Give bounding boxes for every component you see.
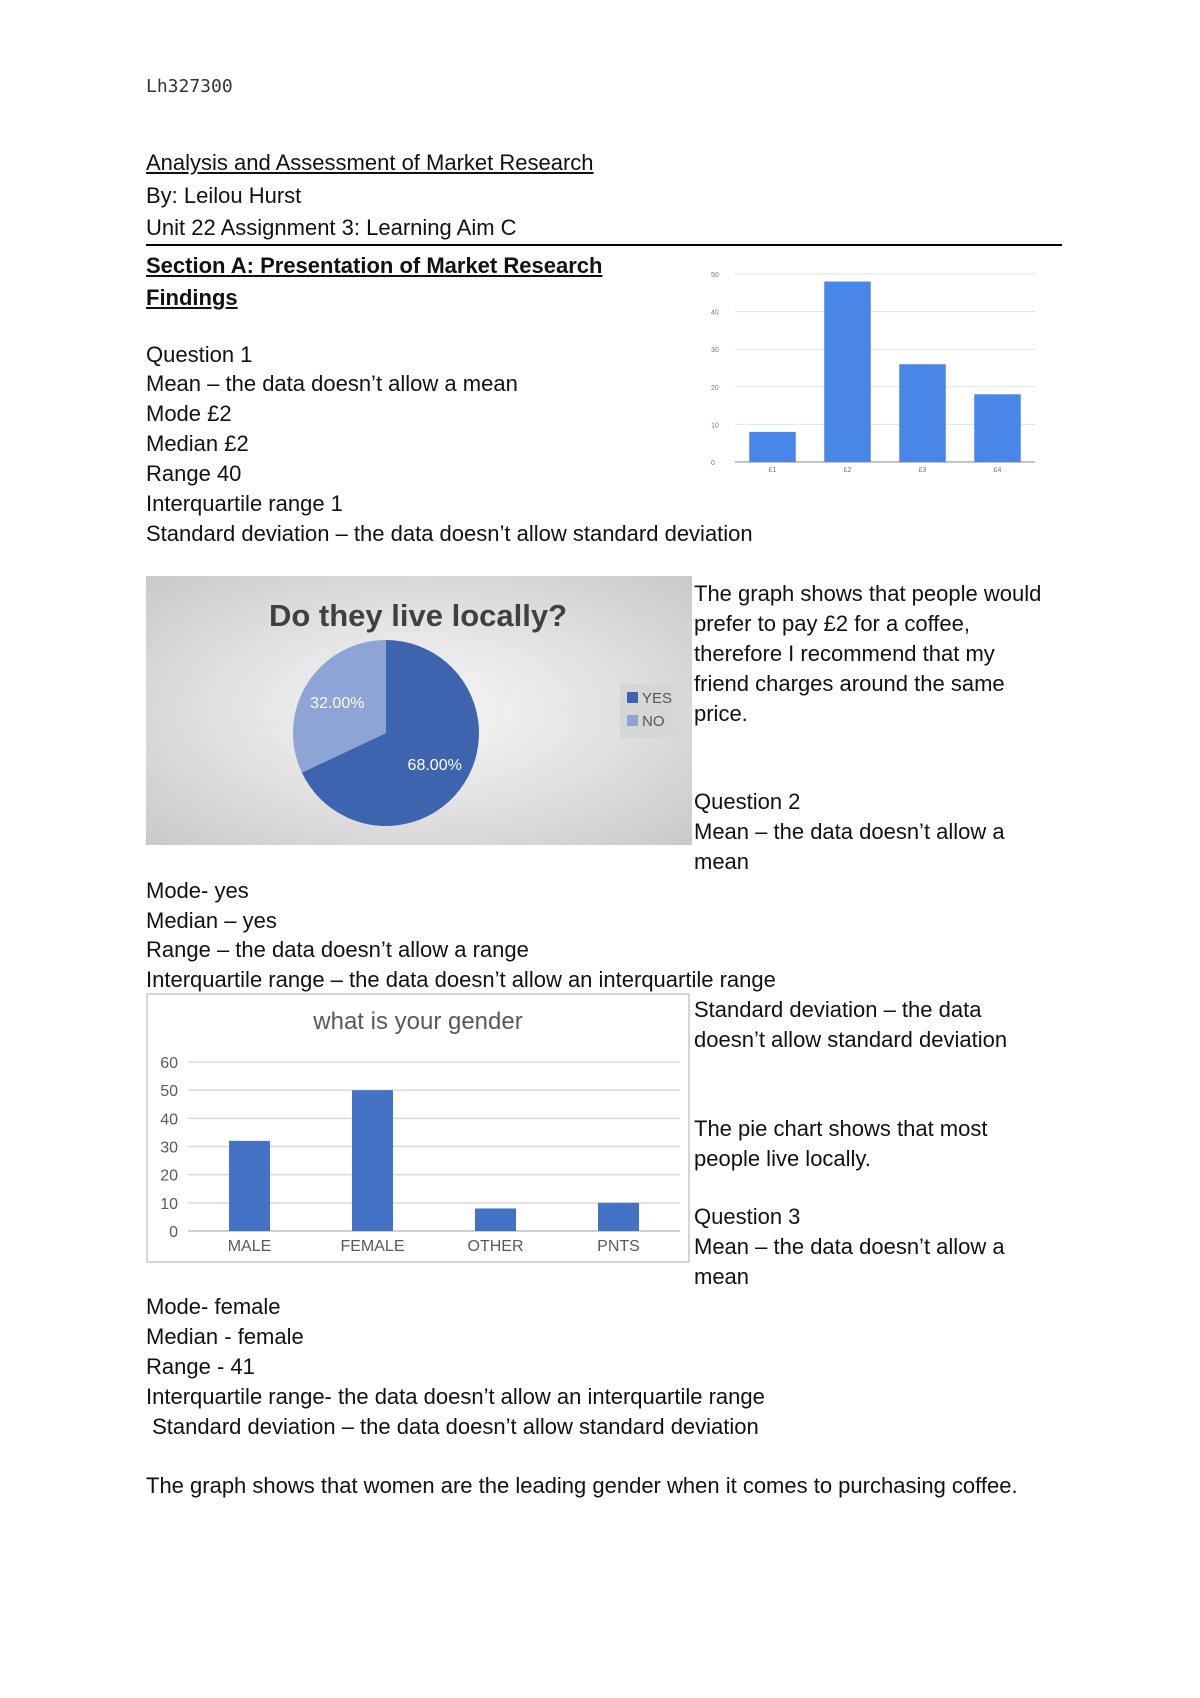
x-tick-label: £1 [768, 467, 777, 474]
q1-conclusion [694, 579, 1041, 729]
x-tick-label: PNTS [597, 1238, 640, 1255]
gender-svg [148, 995, 688, 1261]
q3-title: Question 3 [694, 1204, 801, 1229]
q1-mode: Mode £2 [146, 401, 232, 426]
q3-block [694, 1202, 1005, 1292]
x-tick-label: FEMALE [340, 1238, 405, 1255]
q2-median: Median – yes [146, 908, 277, 933]
q1-conclusion-line: The graph shows that people would [694, 581, 1042, 606]
q3-iqr: Interquartile range- the data doesn’t allow an interquartile range [146, 1384, 765, 1409]
pie-data-label: 32.00% [310, 695, 365, 713]
gender-bar-chart [146, 993, 690, 1263]
live-locally-pie-chart [146, 576, 692, 845]
q2-sd-cont: doesn’t allow standard deviation [694, 1027, 1008, 1052]
y-tick-label: 20 [160, 1167, 178, 1185]
y-tick-label: 40 [711, 309, 719, 317]
q3-mean: Mean – the data doesn’t allow a [694, 1234, 1005, 1259]
y-tick-label: 30 [711, 347, 719, 355]
bar [352, 1090, 393, 1231]
pie-legend-label: NO [642, 713, 665, 730]
q1-iqr: Interquartile range 1 [146, 491, 343, 516]
gender-chart-title: what is your gender [313, 1008, 523, 1035]
q2-conclusion [694, 1114, 987, 1174]
q1-median: Median £2 [146, 431, 249, 456]
q2-title: Question 2 [694, 789, 801, 814]
x-tick-label: £3 [918, 467, 927, 474]
q2-sd: Standard deviation – the data [694, 997, 982, 1022]
q3-mean-cont: mean [694, 1264, 750, 1289]
x-tick-label: £4 [993, 467, 1002, 474]
q1-sd: Standard deviation – the data doesn’t allow standard deviation [146, 521, 753, 546]
y-tick-label: 20 [711, 384, 719, 392]
y-tick-label: 50 [711, 272, 719, 279]
y-tick-label: 50 [160, 1083, 178, 1101]
section-heading: Section A: Presentation of Market Research [146, 253, 603, 278]
author-line: By: Leilou Hurst [146, 183, 302, 208]
bar [229, 1141, 270, 1231]
y-tick-label: 60 [160, 1055, 178, 1072]
q1-conclusion-line: therefore I recommend that my [694, 641, 995, 666]
price-bar-chart [690, 262, 1090, 487]
y-tick-label: 10 [160, 1195, 178, 1213]
q1-range: Range 40 [146, 461, 242, 486]
q3-range: Range - 41 [146, 1354, 255, 1379]
q1-conclusion-line: prefer to pay £2 for a coffee, [694, 611, 970, 636]
y-tick-label: 0 [169, 1224, 178, 1241]
q1-conclusion-line: friend charges around the same [694, 671, 1005, 696]
q3-median: Median - female [146, 1324, 304, 1349]
q2-sd-block [694, 995, 1007, 1055]
y-tick-label: 0 [711, 460, 715, 467]
pie-legend-label: YES [642, 690, 673, 707]
q2-conclusion-line: people live locally. [694, 1146, 871, 1171]
pie-legend-swatch [627, 715, 638, 726]
unit-line: Unit 22 Assignment 3: Learning Aim C [146, 215, 517, 240]
q3-mode: Mode- female [146, 1294, 281, 1319]
document-title: Analysis and Assessment of Market Research [146, 150, 594, 175]
q2-mean-cont: mean [694, 849, 750, 874]
q1-mean: Mean – the data doesn’t allow a mean [146, 371, 518, 396]
pie-title: Do they live locally? [268, 598, 568, 633]
section-heading-cont: Findings [146, 285, 238, 310]
q3-sd: Standard deviation – the data doesn’t allow standard deviation [146, 1414, 759, 1439]
q1-title: Question 1 [146, 342, 253, 367]
document-id: Lh327300 [146, 76, 233, 97]
y-tick-label: 10 [711, 422, 719, 430]
bar [824, 282, 871, 462]
x-tick-label: OTHER [467, 1238, 524, 1255]
q1-conclusion-line: price. [694, 701, 748, 726]
q3-conclusion: The graph shows that women are the leading gender when it comes to purchasing coffee. [146, 1473, 1018, 1498]
q2-mode: Mode- yes [146, 878, 249, 903]
pie-data-label: 68.00% [407, 756, 462, 774]
bar [749, 432, 796, 462]
bar [899, 364, 946, 462]
bar [598, 1203, 639, 1231]
q2-conclusion-line: The pie chart shows that most [694, 1116, 988, 1141]
y-tick-label: 30 [160, 1139, 178, 1157]
bar [974, 394, 1021, 462]
q2-iqr: Interquartile range – the data doesn’t allow an interquartile range [146, 967, 776, 992]
q2-block [694, 787, 1005, 877]
q2-range: Range – the data doesn’t allow a range [146, 937, 529, 962]
pie-svg [146, 576, 692, 845]
x-tick-label: £2 [843, 467, 852, 474]
bar [475, 1208, 516, 1231]
title-divider [146, 244, 1062, 246]
y-tick-label: 40 [160, 1111, 178, 1129]
pie-legend-swatch [627, 692, 638, 703]
q2-mean: Mean – the data doesn’t allow a [694, 819, 1005, 844]
x-tick-label: MALE [227, 1238, 272, 1255]
